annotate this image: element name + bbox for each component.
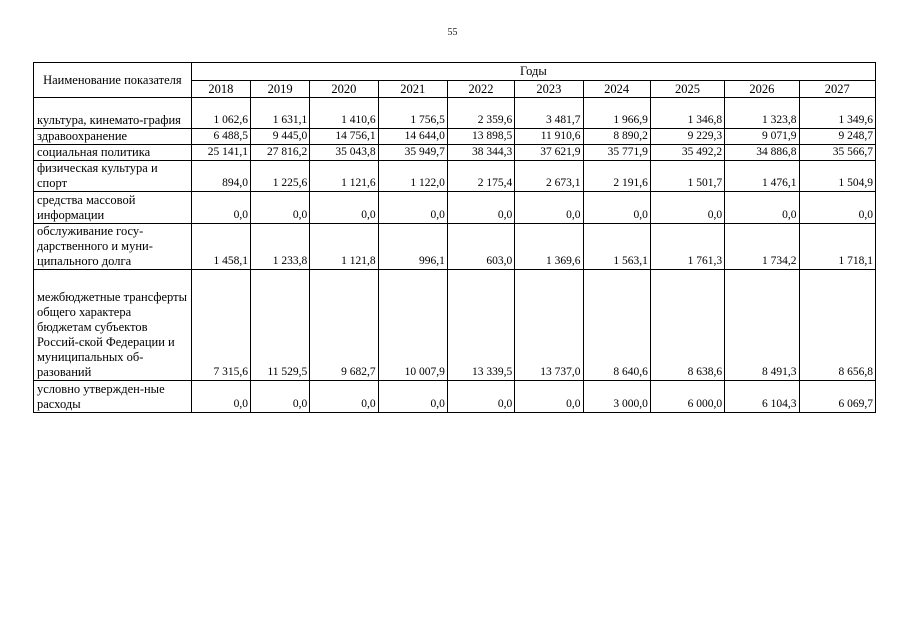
table-cell: 0,0 <box>191 381 250 413</box>
table-cell: 2 673,1 <box>515 161 583 192</box>
row-label: социальная политика <box>34 145 192 161</box>
table-cell: 1 225,6 <box>251 161 310 192</box>
table-cell: 14 756,1 <box>310 129 378 145</box>
table-row <box>34 129 876 145</box>
year-header: 2021 <box>378 81 447 98</box>
table-cell: 1 501,7 <box>650 161 724 192</box>
table-cell: 1 476,1 <box>725 161 799 192</box>
table-cell: 1 121,6 <box>310 161 378 192</box>
page-number: 55 <box>447 27 458 38</box>
table-cell: 894,0 <box>191 161 250 192</box>
table-cell: 0,0 <box>310 192 378 224</box>
table-cell: 35 043,8 <box>310 145 378 161</box>
table-cell: 7 315,6 <box>191 270 250 381</box>
year-header: 2027 <box>799 81 875 98</box>
table-cell: 1 563,1 <box>583 224 650 270</box>
table-cell: 0,0 <box>310 381 378 413</box>
table-cell: 1 349,6 <box>799 98 875 129</box>
table-cell: 0,0 <box>378 192 447 224</box>
table-cell: 9 682,7 <box>310 270 378 381</box>
table-header <box>34 63 876 98</box>
table-cell: 34 886,8 <box>725 145 799 161</box>
table-cell: 0,0 <box>799 192 875 224</box>
year-header: 2024 <box>583 81 650 98</box>
table-cell: 3 481,7 <box>515 98 583 129</box>
table-cell: 1 062,6 <box>191 98 250 129</box>
table-cell: 13 737,0 <box>515 270 583 381</box>
table-cell: 8 656,8 <box>799 270 875 381</box>
table-cell: 11 529,5 <box>251 270 310 381</box>
table-cell: 1 346,8 <box>650 98 724 129</box>
table-cell: 27 816,2 <box>251 145 310 161</box>
row-label: средства массовой информации <box>34 192 192 224</box>
table-cell: 35 771,9 <box>583 145 650 161</box>
row-label: культура, кинемато-графия <box>34 98 192 129</box>
table-cell: 1 631,1 <box>251 98 310 129</box>
row-label: здравоохранение <box>34 129 192 145</box>
column-header-years: Годы <box>191 63 875 81</box>
table-cell: 10 007,9 <box>378 270 447 381</box>
table-cell: 6 069,7 <box>799 381 875 413</box>
year-header: 2020 <box>310 81 378 98</box>
column-header-name: Наименование показателя <box>34 63 192 98</box>
table-cell: 6 000,0 <box>650 381 724 413</box>
table-cell: 35 949,7 <box>378 145 447 161</box>
table-cell: 1 122,0 <box>378 161 447 192</box>
table-cell: 37 621,9 <box>515 145 583 161</box>
table-cell: 1 734,2 <box>725 224 799 270</box>
table-cell: 9 071,9 <box>725 129 799 145</box>
table-cell: 25 141,1 <box>191 145 250 161</box>
year-header: 2018 <box>191 81 250 98</box>
table-row <box>34 224 876 270</box>
table-cell: 2 191,6 <box>583 161 650 192</box>
table-cell: 2 175,4 <box>447 161 514 192</box>
table-cell: 1 761,3 <box>650 224 724 270</box>
table-cell: 6 104,3 <box>725 381 799 413</box>
table-cell: 0,0 <box>251 192 310 224</box>
table-row <box>34 145 876 161</box>
table-cell: 1 756,5 <box>378 98 447 129</box>
table-cell: 996,1 <box>378 224 447 270</box>
table-cell: 1 323,8 <box>725 98 799 129</box>
table-cell: 9 445,0 <box>251 129 310 145</box>
year-header: 2023 <box>515 81 583 98</box>
table-cell: 1 121,8 <box>310 224 378 270</box>
table-cell: 0,0 <box>378 381 447 413</box>
table-cell: 38 344,3 <box>447 145 514 161</box>
table-cell: 0,0 <box>251 381 310 413</box>
table-cell: 1 369,6 <box>515 224 583 270</box>
table-cell: 0,0 <box>515 192 583 224</box>
table-cell: 8 640,6 <box>583 270 650 381</box>
row-label: условно утвержден-ные расходы <box>34 381 192 413</box>
budget-table <box>33 62 876 413</box>
table-cell: 0,0 <box>725 192 799 224</box>
table-cell: 1 718,1 <box>799 224 875 270</box>
row-label: межбюджетные трансферты общего характера бюджетам субъектов Россий-ской Федерации и муниципальных об-разований <box>34 270 192 381</box>
table-cell: 9 248,7 <box>799 129 875 145</box>
row-label: физическая культура и спорт <box>34 161 192 192</box>
row-label: обслуживание госу-дарственного и муни-ципального долга <box>34 224 192 270</box>
table-cell: 1 966,9 <box>583 98 650 129</box>
table-cell: 6 488,5 <box>191 129 250 145</box>
table-cell: 0,0 <box>447 192 514 224</box>
table-cell: 9 229,3 <box>650 129 724 145</box>
table-cell: 1 233,8 <box>251 224 310 270</box>
table-cell: 0,0 <box>515 381 583 413</box>
table-cell: 8 890,2 <box>583 129 650 145</box>
table-cell: 35 492,2 <box>650 145 724 161</box>
table-row <box>34 381 876 413</box>
table-cell: 1 458,1 <box>191 224 250 270</box>
table-cell: 0,0 <box>447 381 514 413</box>
year-header: 2019 <box>251 81 310 98</box>
table-cell: 8 491,3 <box>725 270 799 381</box>
table-cell: 3 000,0 <box>583 381 650 413</box>
year-header: 2022 <box>447 81 514 98</box>
table-row <box>34 98 876 129</box>
table-cell: 35 566,7 <box>799 145 875 161</box>
table-cell: 603,0 <box>447 224 514 270</box>
table-cell: 0,0 <box>583 192 650 224</box>
table-row <box>34 161 876 192</box>
table-row <box>34 270 876 381</box>
year-header: 2025 <box>650 81 724 98</box>
table-cell: 13 898,5 <box>447 129 514 145</box>
table-cell: 1 504,9 <box>799 161 875 192</box>
table-cell: 2 359,6 <box>447 98 514 129</box>
table-cell: 14 644,0 <box>378 129 447 145</box>
table-cell: 0,0 <box>191 192 250 224</box>
table-cell: 13 339,5 <box>447 270 514 381</box>
table-cell: 8 638,6 <box>650 270 724 381</box>
table-body <box>34 98 876 413</box>
table-cell: 11 910,6 <box>515 129 583 145</box>
table-row <box>34 192 876 224</box>
table-cell: 1 410,6 <box>310 98 378 129</box>
year-header: 2026 <box>725 81 799 98</box>
table-cell: 0,0 <box>650 192 724 224</box>
